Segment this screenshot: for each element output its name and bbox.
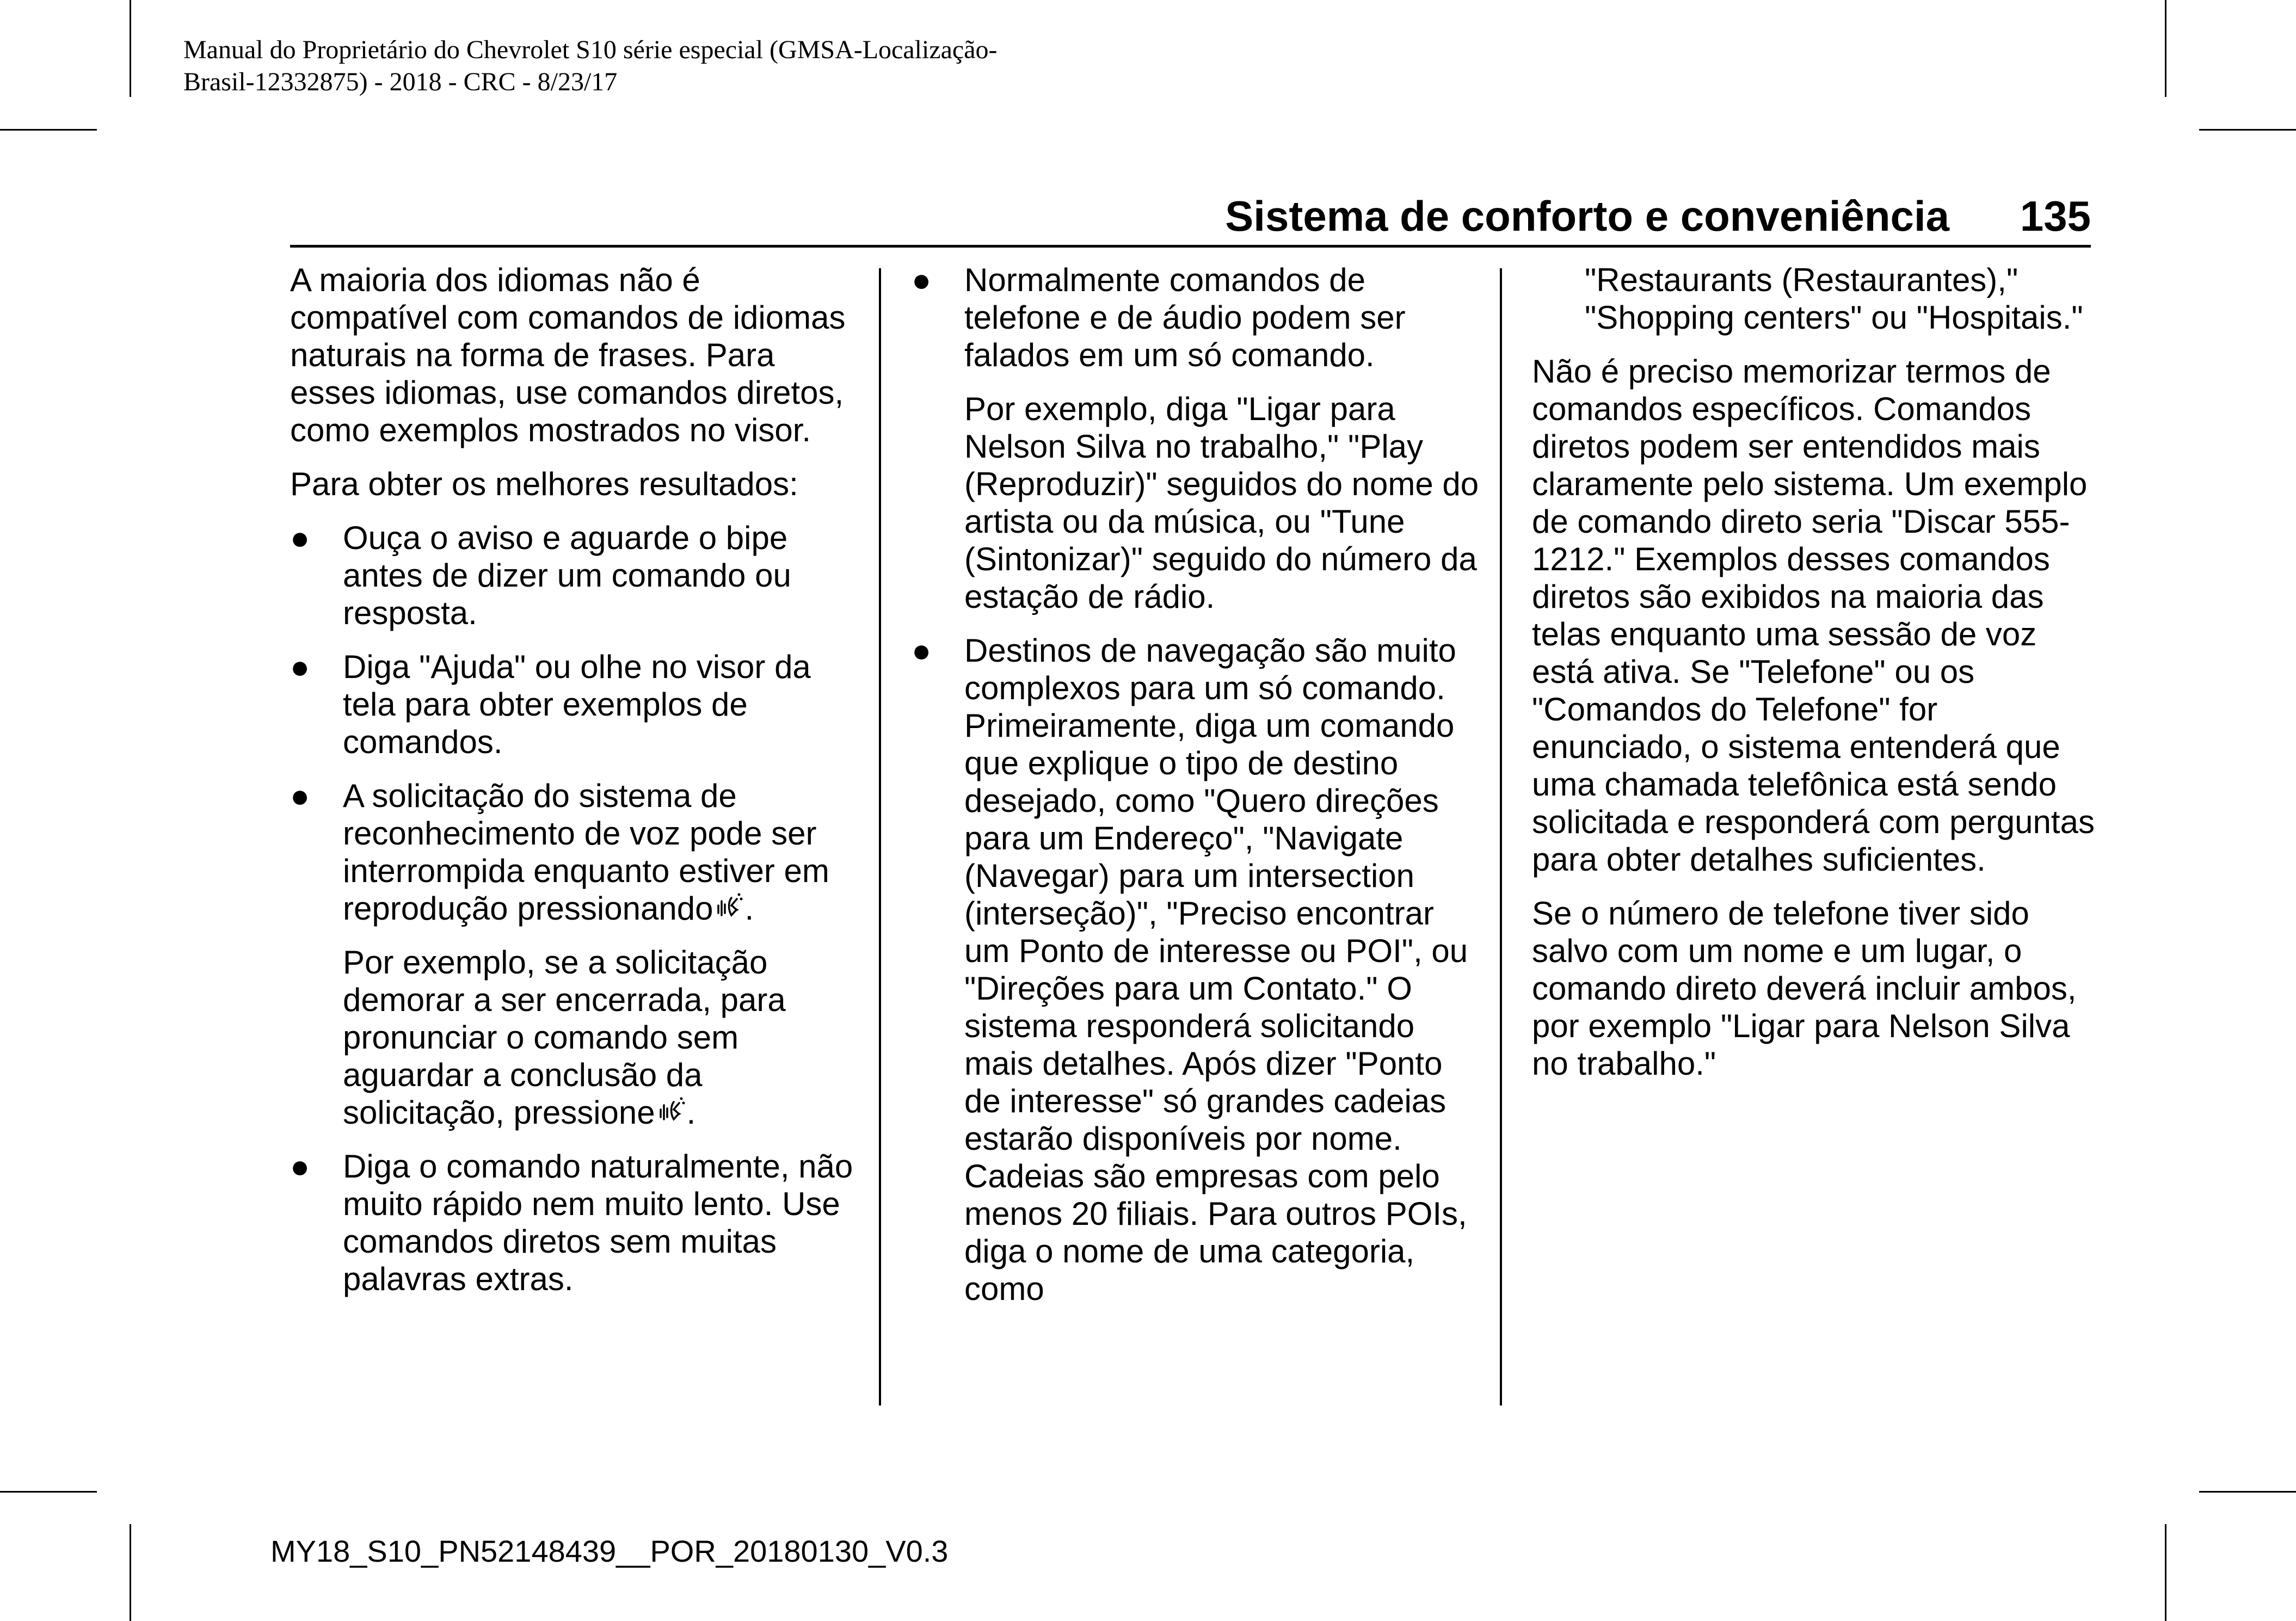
- footer-code: MY18_S10_PN52148439__POR_20180130_V0.3: [270, 1534, 949, 1568]
- list-item-text: Diga o comando naturalmente, não muito rápido nem muito lento. Use comandos diretos sem muitas palavras extras.: [343, 1148, 853, 1297]
- intro-paragraph: A maioria dos idiomas não é compatível com comandos de idiomas naturais na forma de frases. Para esses idiomas, use comandos diretos, como exemplos mostrados no visor.: [290, 262, 846, 448]
- running-head: [290, 192, 2091, 248]
- list-item-text: Diga "Ajuda" ou olhe no visor da tela para obter exemplos de comandos.: [343, 649, 811, 760]
- list-item-text: A solicitação do sistema de reconhecimento de voz pode ser interrompida enquanto estiver em reprodução pressionando: [343, 778, 829, 927]
- list-item: [912, 261, 1483, 615]
- list-item: [912, 632, 1483, 1308]
- column-divider-2: [1500, 268, 1502, 1406]
- column-divider-1: [879, 268, 881, 1406]
- page-number: 135: [2020, 192, 2091, 240]
- push-to-talk-icon: [657, 1095, 687, 1125]
- section-title: Sistema de conforto e conveniência: [1225, 192, 1949, 240]
- paragraph-phone-number: Se o número de telefone tiver sido salvo com um nome e um lugar, o comando direto deverá incluir ambos, por exemplo "Ligar para Nelson Silva no trabalho.": [1532, 895, 2077, 1082]
- list-item-text: Destinos de navegação são muito complexos para um só comando. Primeiramente, diga um comando que explique o tipo de destino desejado, como "Quero direções para um Endereço", "Navigate (Navegar) para um intersection (interseção)", "Preciso encontrar um Ponto de interesse ou POI", ou "Direções para um Contato." O sistema responderá solicitando mais detalhes. Após dizer "Ponto de interesse" só grandes cadeias estarão disponíveis por nome. Cadeias são empresas com pelo menos 20 filiais. Para outros POIs, diga o nome de uma categoria, como: [964, 632, 1468, 1307]
- crop-mark-top-left: [130, 0, 131, 97]
- punctuation: .: [686, 1094, 696, 1131]
- column-3: [1532, 261, 2103, 1099]
- list-item: [290, 519, 861, 632]
- list-item-text: Normalmente comandos de telefone e de áudio podem ser falados em um só comando.: [964, 262, 1406, 373]
- crop-mark-bottom-right: [2165, 1524, 2166, 1621]
- bullet-icon: ●: [912, 262, 932, 298]
- column-2: [912, 261, 1483, 1324]
- crop-mark-bottom-left: [130, 1524, 131, 1621]
- crop-mark-top-right-h: [2199, 129, 2296, 131]
- bullet-icon: ●: [290, 649, 310, 685]
- crop-mark-bottom-left-h: [0, 1491, 97, 1493]
- lead-paragraph: Para obter os melhores resultados:: [290, 466, 798, 502]
- commands-list: [912, 261, 1483, 1308]
- list-item: [290, 777, 861, 1131]
- crop-mark-top-left-h: [0, 129, 97, 131]
- push-to-talk-icon: [715, 891, 744, 921]
- bullet-icon: ●: [912, 632, 932, 669]
- print-header-line2: Brasil-12332875) - 2018 - CRC - 8/23/17: [183, 67, 618, 96]
- bullet-icon: ●: [290, 520, 310, 556]
- print-header-line1: Manual do Proprietário do Chevrolet S10 série especial (GMSA-Localização-: [183, 35, 998, 64]
- bullet-icon: ●: [290, 778, 310, 814]
- list-item-subtext: Por exemplo, diga "Ligar para Nelson Silva no trabalho," "Play (Reproduzir)" seguidos do nome do artista ou da música, ou "Tune (Sintonizar)" seguido do número da estação de rádio.: [964, 391, 1479, 615]
- list-item-paragraph: [343, 777, 861, 927]
- list-continuation: "Restaurants (Restaurantes)," "Shopping centers" ou "Hospitais.": [1585, 262, 2083, 336]
- list-item-text: Ouça o aviso e aguarde o bipe antes de dizer um comando ou resposta.: [343, 520, 791, 631]
- list-item-subtext: Por exemplo, se a solicitação demorar a ser encerrada, para pronunciar o comando sem aguardar a conclusão da solicitação, pressione: [343, 944, 786, 1131]
- column-1: [290, 261, 861, 1314]
- crop-mark-bottom-right-h: [2199, 1491, 2296, 1493]
- list-item-subparagraph: [343, 944, 861, 1131]
- tips-list: [290, 519, 861, 1298]
- punctuation: .: [744, 890, 754, 927]
- print-header: [183, 34, 1217, 98]
- bullet-icon: ●: [290, 1148, 310, 1185]
- list-item: [290, 1148, 861, 1298]
- paragraph-direct-commands: Não é preciso memorizar termos de comandos específicos. Comandos diretos podem ser entendidos mais claramente pelo sistema. Um exemplo de comando direto seria "Discar 555-1212." Exemplos desses comandos diretos são exibidos na maioria das telas enquanto uma sessão de voz está ativa. Se "Telefone" ou os "Comandos do Telefone" for enunciado, o sistema entenderá que uma chamada telefônica está sendo solicitada e responderá com perguntas para obter detalhes suficientes.: [1532, 353, 2095, 878]
- crop-mark-top-right: [2165, 0, 2166, 97]
- list-item: [290, 648, 861, 761]
